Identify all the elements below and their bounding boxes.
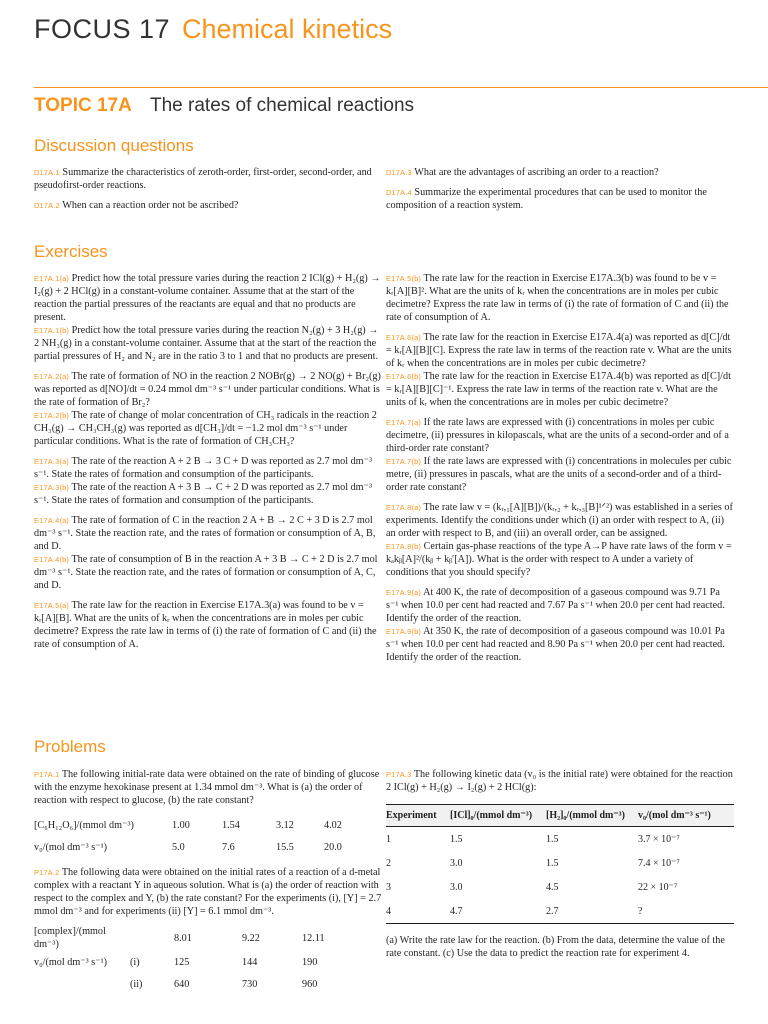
table-cell: 1.5 (450, 833, 463, 845)
question (34, 199, 382, 212)
table-cell: 20.0 (324, 841, 342, 853)
column-header: Experiment (386, 805, 450, 827)
exercise-id: E17A.9(a) (386, 588, 422, 597)
row-label: [C₆H₁₂O₆]/(mmol dm⁻³) (34, 819, 134, 831)
exercises-right (386, 272, 734, 671)
exercise-text: The rate of formation of C in the reaction 2 A + B → 2 C + 3 D is 2.7 mol dm⁻³ s⁻¹. State the reaction rate, and the rates of formation or consumption of A, B, and D. (34, 515, 376, 552)
table-cell: 730 (242, 978, 258, 990)
exercise (34, 324, 382, 363)
exercise (386, 501, 734, 540)
question-id: D17A.4 (386, 188, 412, 197)
column-header: [H₂]₀/(mmol dm⁻³) (546, 805, 638, 827)
table-bottom-rule (386, 923, 734, 924)
exercise-text: The rate law v = (kᵣ,₁[A][B])/(kᵣ,₂ + kᵣ,₃[B]¹ᐟ²) was established in a series of experiments. Identify the conditions under which (i) an order with respect to A, (ii) an order with respect to B, and (iii) an overall order, can be assigned. (386, 502, 733, 539)
question (386, 166, 734, 179)
table-row (386, 851, 734, 875)
kinetic-data-table (386, 805, 734, 923)
exercise-text: The rate of formation of NO in the reaction 2 NOBr(g) → 2 NO(g) + Br₂(g) was reported as d[NO]/dt = 0.24 mmol dm⁻³ s⁻¹ under particular conditions. What is the rate of formation of Br₂? (34, 371, 381, 408)
problem-text: The following initial-rate data were obtained on the rate of binding of glucose with the enzyme hexokinase present at 1.34 mmol dm⁻³. What is (a) the order of reaction with respect to glucose, (b) the rate constant? (34, 769, 380, 806)
table-row (34, 814, 374, 836)
problem (34, 866, 382, 918)
exercise-id: E17A.8(b) (386, 542, 422, 551)
exercise (386, 586, 734, 625)
discussion-right (386, 166, 734, 219)
question (386, 186, 734, 212)
problem-id: P17A.3 (386, 770, 412, 779)
discussion-left (34, 166, 382, 219)
problems-right (386, 768, 734, 967)
table-cell: ? (638, 905, 643, 917)
exercise-id: E17A.4(b) (34, 555, 70, 564)
problem-continuation: (a) Write the rate law for the reaction. (b) From the data, determine the value of the rate constant. (c) Use the data to predict the reaction rate for experiment 4. (386, 935, 725, 959)
table-row (386, 827, 734, 852)
glucose-data-table (34, 814, 374, 858)
exercise-id: E17A.9(b) (386, 627, 422, 636)
table-cell: 7.4 × 10⁻⁷ (638, 857, 680, 869)
table-cell: 5.0 (172, 841, 185, 853)
exercise-id: E17A.7(b) (386, 457, 422, 466)
table-cell: 7.6 (222, 841, 235, 853)
row-tag: (i) (130, 956, 140, 968)
exercise-id: E17A.1(b) (34, 326, 70, 335)
question-id: D17A.1 (34, 168, 60, 177)
table-cell: 3.7 × 10⁻⁷ (638, 833, 680, 845)
table-cell: 1 (386, 833, 391, 845)
topic-title: The rates of chemical reactions (150, 95, 415, 116)
exercise (34, 599, 382, 651)
table-cell: 190 (302, 956, 318, 968)
exercise (34, 455, 382, 481)
question-text: When can a reaction order not be ascribed? (62, 200, 239, 211)
table-cell: 4.5 (546, 881, 559, 893)
exercise-text: At 350 K, the rate of decomposition of a gaseous compound was 10.01 Pa s⁻¹ when 10.0 per cent had reacted and 8.90 Pa s⁻¹ when 20.0 per cent had reacted. Identify the order of the reaction. (386, 626, 725, 663)
exercise-id: E17A.1(a) (34, 274, 70, 283)
question-text: What are the advantages of ascribing an order to a reaction? (414, 167, 659, 178)
exercise (34, 409, 382, 448)
question (34, 166, 382, 192)
exercise (386, 455, 734, 494)
exercise-text: If the rate laws are expressed with (i) concentrations in moles per cubic decimetre, (ii) pressures in kilopascals, what are the units of a second-order and of a third-order rate constant? (386, 417, 729, 454)
table-cell: 1.5 (546, 857, 559, 869)
row-label: v₀/(mol dm⁻³ s⁻¹) (34, 841, 108, 853)
table-cell: 8.01 (174, 932, 192, 944)
exercise (386, 331, 734, 370)
problem (34, 768, 382, 807)
exercise-text: Predict how the total pressure varies during the reaction N₂(g) + 3 H₂(g) → 2 NH₃(g) in a constant-volume container. Assume that at the start of the reaction the partial pressures of H₂ and N₂ are in the ratio 3 to 1 and that no products are present. (34, 325, 379, 362)
table-cell: 9.22 (242, 932, 260, 944)
table-row (34, 925, 352, 951)
exercise (386, 416, 734, 455)
table-cell: 2 (386, 857, 391, 869)
exercise-id: E17A.6(a) (386, 333, 422, 342)
exercise (34, 370, 382, 409)
table-cell: 22 × 10⁻⁷ (638, 881, 678, 893)
table-header-row (386, 805, 734, 827)
row-label (34, 973, 130, 995)
row-label: v₀/(mol dm⁻³ s⁻¹) (34, 956, 108, 968)
exercise (386, 272, 734, 324)
table-cell: 4.7 (450, 905, 463, 917)
exercise-id: E17A.2(b) (34, 411, 70, 420)
table-cell: 144 (242, 956, 258, 968)
table-cell: 12.11 (302, 932, 325, 944)
exercise (386, 625, 734, 664)
exercises-left (34, 272, 382, 658)
table-cell: 1.5 (546, 833, 559, 845)
exercise (34, 272, 382, 324)
table-cell: 3.12 (276, 819, 294, 831)
exercise-text: The rate of the reaction A + 3 B → C + 2 D was reported as 2.7 mol dm⁻³ s⁻¹. State the rates of formation and consumption of the participants. (34, 482, 373, 506)
table-cell: 2.7 (546, 905, 559, 917)
column-header: [ICl]₀/(mmol dm⁻³) (450, 805, 546, 827)
table-cell: 3 (386, 881, 391, 893)
table-cell: 960 (302, 978, 318, 990)
table-row (34, 836, 374, 858)
exercise-id: E17A.2(a) (34, 372, 70, 381)
exercise-id: E17A.5(b) (386, 274, 422, 283)
exercise (386, 540, 734, 579)
row-label: [complex]/(mmol dm⁻³) (34, 926, 106, 950)
problem (386, 768, 734, 794)
exercise-id: E17A.6(b) (386, 372, 422, 381)
exercise-text: The rate law for the reaction in Exercise E17A.3(b) was found to be v = kᵣ[A][B]². What are the units of kᵣ when the concentrations are in moles per cubic decimetre? Express the rate law in terms of (i) the rate of formation of C and (ii) the rate of consumption of A. (386, 273, 729, 323)
question-text: Summarize the characteristics of zeroth-order, first-order, second-order, and pseudofirst-order reactions. (34, 167, 372, 191)
table-cell: 3.0 (450, 857, 463, 869)
exercise-id: E17A.8(a) (386, 503, 422, 512)
exercises-heading: Exercises (34, 242, 108, 261)
table-cell (130, 925, 174, 951)
complex-data-table (34, 925, 352, 995)
exercise (34, 514, 382, 553)
exercise-id: E17A.5(a) (34, 601, 70, 610)
exercise-text: Certain gas-phase reactions of the type A→P have rate laws of the form v = kₐkᵦ[A]²/(kᵦ + kᵦ′[A]). What is the order with respect to A under a variety of conditions that you should specify? (386, 541, 732, 578)
table-cell: 4 (386, 905, 391, 917)
exercise-id: E17A.4(a) (34, 516, 70, 525)
table-cell: 1.54 (222, 819, 240, 831)
table-cell: 1.00 (172, 819, 190, 831)
exercise (34, 481, 382, 507)
exercise-text: The rate law for the reaction in Exercise E17A.4(a) was reported as d[C]/dt = kᵣ[A][B][C]. Express the rate law in terms of the reaction rate v. What are the units of kᵣ when the concentrations are in moles per cubic decimetre? (386, 332, 732, 369)
exercise-text: The rate law for the reaction in Exercise E17A.3(a) was found to be v = kᵣ[A][B]. What are the units of kᵣ when the concentrations are in moles per cubic decimetre? Express the rate law in terms of (i) the rate of formation of C and (ii) the rate of consumption of A. (34, 600, 377, 650)
table-row (386, 875, 734, 899)
question-text: Summarize the experimental procedures that can be used to monitor the composition of a reaction system. (386, 187, 707, 211)
exercise (34, 553, 382, 592)
problem-text: The following data were obtained on the initial rates of a reaction of a d-metal complex with a reactant Y in aqueous solution. What is (a) the order of reaction with respect to the complex and Y, (b) the rate constant? For the experiments (i), [Y] = 2.7 mmol dm⁻³ and for experiments (ii) [Y] = 6.1 mmol dm⁻³. (34, 867, 382, 917)
table-cell: 640 (174, 978, 190, 990)
exercise-id: E17A.3(a) (34, 457, 70, 466)
exercise-id: E17A.7(a) (386, 418, 422, 427)
header-rule (34, 87, 768, 88)
exercise-text: The rate law for the reaction in Exercise E17A.4(b) was reported as d[C]/dt = kᵣ[A][B][C]⁻¹. Express the rate law in terms of the reaction rate v. What are the units of kᵣ when the concentrations are in moles per cubic decimetre? (386, 371, 731, 408)
table-cell: 125 (174, 956, 190, 968)
table-cell: 4.02 (324, 819, 342, 831)
table-row (34, 951, 352, 973)
focus-title: Chemical kinetics (182, 14, 393, 44)
table-row (34, 973, 352, 995)
exercise-text: The rate of consumption of B in the reaction A + 3 B → C + 2 D is 2.7 mol dm⁻³ s⁻¹. State the reaction rate, and the rates of formation or consumption of A, C, and D. (34, 554, 378, 591)
focus-label: FOCUS 17 (34, 14, 171, 44)
topic-label: TOPIC 17A (34, 95, 132, 116)
table-cell: 15.5 (276, 841, 294, 853)
problem-id: P17A.2 (34, 868, 60, 877)
problem-id: P17A.1 (34, 770, 60, 779)
problem-text: The following kinetic data (v₀ is the initial rate) were obtained for the reaction 2 ICl(g) + H₂(g) → I₂(g) + 2 HCl(g): (386, 769, 733, 793)
table-row (386, 899, 734, 923)
exercise-text: If the rate laws are expressed with (i) concentrations in molecules per cubic metre, (ii) pressures in pascals, what are the units of a second-order and of a third-order rate constant? (386, 456, 732, 493)
exercise-text: The rate of change of molar concentration of CH₃ radicals in the reaction 2 CH₃(g) → CH₃CH₃(g) was reported as d[CH₃]/dt = −1.2 mol dm⁻³ s⁻¹ under particular conditions. What is the rate of formation of CH₃CH₃? (34, 410, 377, 447)
question-id: D17A.3 (386, 168, 412, 177)
discussion-heading: Discussion questions (34, 136, 194, 155)
exercise (386, 370, 734, 409)
column-header: v₀/(mol dm⁻³ s⁻¹) (638, 805, 734, 827)
question-id: D17A.2 (34, 201, 60, 210)
row-tag: (ii) (130, 978, 143, 990)
exercise-text: At 400 K, the rate of decomposition of a gaseous compound was 9.71 Pa s⁻¹ when 10.0 per cent had reacted and 7.67 Pa s⁻¹ when 20.0 per cent had reacted. Identify the order of the reaction. (386, 587, 725, 624)
exercise-text: Predict how the total pressure varies during the reaction 2 ICl(g) + H₂(g) → I₂(g) + 2 HCl(g) in a constant-volume container. Assume that at the start of the reaction the partial pressures of the reactants are equal and that no products are present. (34, 273, 381, 323)
table-cell: 3.0 (450, 881, 463, 893)
exercise-text: The rate of the reaction A + 2 B → 3 C + D was reported as 2.7 mol dm⁻³ s⁻¹. State the rates of formation and consumption of the participants. (34, 456, 373, 480)
exercise-id: E17A.3(b) (34, 483, 70, 492)
problems-left (34, 768, 382, 995)
problems-heading: Problems (34, 737, 106, 756)
